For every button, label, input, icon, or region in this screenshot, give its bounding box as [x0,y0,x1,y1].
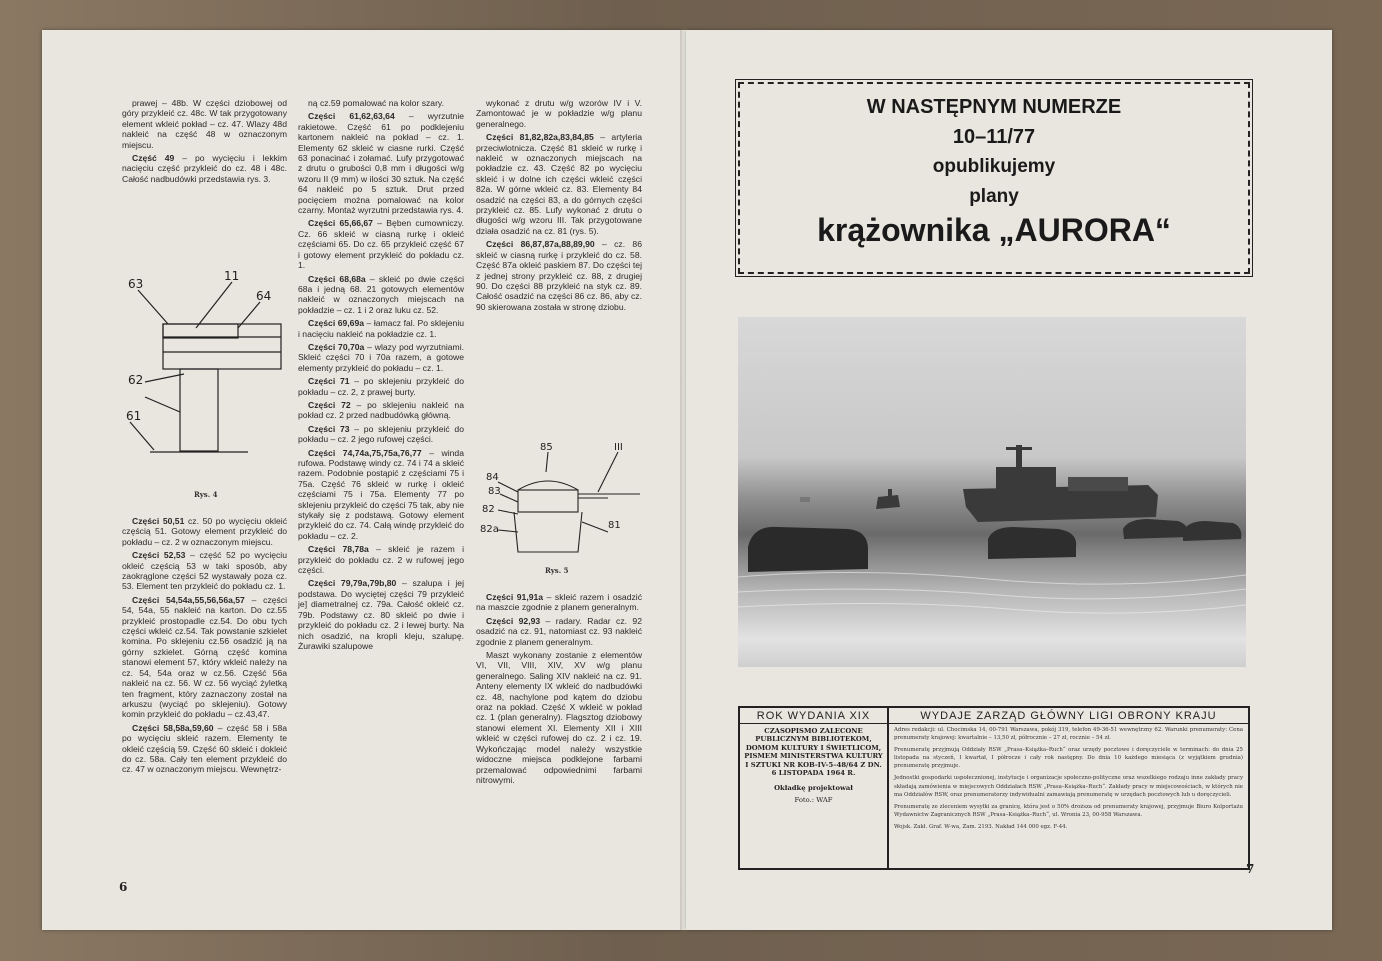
part-title: Część 49 [132,153,175,164]
foreign-subscription-text: Prenumeratę ze zleceniem wysyłki za granicę, która jest o 50% droższa od prenumeraty krajowej, przyjmuje Biuro Kolportażu Wydawnictw Zagranicznych RSW „Prasa–Książka–Ruch“, ul. Wronia 23, 00-958 Warszawa. [894,803,1243,818]
figure-5-label-81: 81 [608,520,621,531]
part-title: Części 81,82,82a,83,84,85 [486,132,594,143]
part-title: Części 50,51 [132,516,185,526]
paragraph-text: – część 58 i 58a po wycięciu skleić razem. Elementy te okleić częścią 59. Część 60 skleić i dokleić do cz. 58a. Cały ten element przykleić do cz. 47 w oznaczonym miejscu. Wewnętrz- [122,722,288,775]
announcement-line-3: opublikujemy [932,156,1056,177]
figure-5-label-84: 84 [486,472,499,483]
paragraph-text: – po sklejeniu nakleić na pokład cz. 2 przed nadbudówką główną. [298,399,464,421]
column-2 [298,98,464,654]
announcement-line-1: W NASTĘPNYM NUMERZE [866,96,1122,118]
paragraph-text: – radary. Radar cz. 92 osadzić na cz. 91, natomiast cz. 93 nakleić zgodnie z planem generalnym. [476,615,642,647]
ship-silhouette [738,317,1246,667]
paragraph-text: – skleić po dwie części 68a i jedną 68. 21 gotowych elementów nakleić w oznaczonych miejscach na pokładzie – cz. 1 i 2 oraz luku cz. 52. [298,273,464,315]
cover-designer-text: Okładkę projektował [774,784,853,793]
paragraph: ną cz.59 pomalować na kolor szary. [308,98,444,108]
publication-info-right [889,708,1248,868]
paragraph [476,132,642,236]
part-title: Części 69,69a [308,318,365,329]
paragraph [298,544,464,575]
paragraph [298,342,464,373]
paragraph-text: – winda rufowa. Podstawę windy cz. 74 i 74 a skleić razem. Podobnie postąpić z częściami 75 i 75a. Część 76 skleić w rurkę i okleić częściami 75 i 75a. Elementy 77 po sklejeniu przykleić do części 75 tak, aby nie stykały się z podstawą. Gotowy element przykleić do cz. 74. Całą windę przykleić do pokładu – cz. 2. [298,447,464,541]
paragraph [298,376,464,397]
part-title: Części 61,62,63,64 [308,111,395,122]
paragraph [298,111,464,215]
figure-4-caption: Rys. 4 [194,490,218,499]
paragraph [122,595,287,720]
figure-4-label-61: 61 [126,409,142,423]
paragraph-text: – wyrzutnie rakietowe. Część 61 po podklejeniu kartonem nakleić na pokład – cz. 1. Elementy 62 skleić w ciasne rurki. Część 63 ponacinać i zołamać. Lufy przygotować z drutu o grubości 0,8 mm i długości w/g wzoru II (9 mm) w ilości 30 sztuk. Na część 64 nakleić po 5 sztuk. Drut przed pocięciem można pomalować na kolor czarny. Montaż wyrzutni przedstawia rys. 4. [298,111,465,216]
subscription-text: Prenumeratę przyjmują Oddziały RSW „Prasa–Książka–Ruch“ oraz urzędy pocztowe i doręczyciele w terminach: do dnia 25 listopada na styczeń, I kwartał, I półrocze i cały rok następny. Do dnia 10 każdego miesiąca (z wyjątkiem grudnia) prenumeratę przyjmuje. [894,747,1243,770]
paragraph [122,153,287,184]
printing-info-text: Wojsk. Zakł. Graf. W-wa, Zam. 2193. Nakład 144 000 egz. F-44. [894,823,1068,830]
paragraph [298,400,464,421]
figure-5-label-83: 83 [488,486,501,497]
paragraph [298,218,464,270]
part-title: Części 72 [308,399,351,410]
paragraph-text: – cz. 86 skleić w ciasną rurkę i przykleić do cz. 58. Część 87a okleić paskiem 87. Do części tej z jednej strony przykleić cz. 88, z drugiej 90. Do części 88 przykleić na styk cz. 89. Całość osadzić na części 86 cz. 86, aby cz. 90 skierowana została w stronę dziobu. [476,239,642,312]
paragraph-text: – skleić je razem i przykleić do pokładu cz. 2 w rufowej jego części. [298,544,465,576]
part-title: Części 68,68a [308,273,366,284]
paragraph-text: – część 52 po wycięciu okleić częścią 53 w taki sposób, aby zaokrąglone części 52 wystawały poza cz. 53. Element ten przykleić do pokładu cz. 1. [122,550,287,592]
right-page [686,30,1332,930]
paragraph: wykonać z drutu w/g wzorów IV i V. Zamontować je w pokładzie w/g planu generalnego. [476,98,642,129]
editorial-address-text: Adres redakcji: ul. Chocimska 14, 00-791 Warszawa, pokój 319, telefon 49-36-51 wewnętrzny 62. Warunki prenumeraty: Cena prenumeraty krajowej: kwartalnie – 13,50 zł, półrocznie – 27 zł, rocznie – 54 zł. [894,727,1243,742]
landing-craft-photo [738,317,1246,667]
paragraph [122,550,287,592]
column-1-lower [122,516,287,778]
column-3 [476,98,642,315]
announcement-title: krążownika „AURORA“ [817,212,1171,248]
recommendation-text: CZASOPISMO ZALECONE PUBLICZNYM BIBLIOTEKOM, DOMOM KULTURY I ŚWIETLICOM, PISMEM MINISTERSTWA KULTURY I SZTUKI NR KOB-IV-5–48/64 Z DN. 6 LISTOPADA 1964 R. [744,727,883,778]
part-title: Części 73 [308,423,350,434]
column-3-lower [476,592,642,788]
paragraph-text: – szalupa i jej podstawa. Do wyciętej części 79 przykleić je] diametralnej cz. 79a. Całość okleić cz. 79b. Podstawy cz. 80 skleić po dwie i przykleić do pokładu cz. 2 i lewej burty. Na nich osadzić, na kropli kleju, szalupę. Żurawiki szalupowe [298,578,464,651]
part-title: Części 54,54a,55,56,56a,57 [132,594,245,605]
paragraph-text: – po sklejeniu przykleić do pokładu – cz. 2, z prawej burty. [298,376,464,397]
part-title: Części 65,66,67 [308,218,373,229]
paragraph [298,448,464,542]
announcement-frame [738,82,1250,274]
publication-year-heading: ROK WYDANIA XIX [740,708,887,724]
announcement-line-2: 10–11/77 [952,126,1036,148]
paragraph [122,723,287,775]
paragraph [298,274,464,316]
publisher-heading: WYDAJE ZARZĄD GŁÓWNY LIGI OBRONY KRAJU [889,708,1248,724]
paragraph [476,239,642,312]
announcement-line-4: plany [969,186,1019,207]
publication-info-box [738,706,1250,870]
left-page [42,30,682,930]
figure-4-diagram [120,262,290,462]
paragraph [122,516,287,547]
paragraph-text: – łamacz fal. Po sklejeniu i nacięciu nakleić na pokładzie cz. 1. [298,318,465,339]
figure-4-label-62: 62 [128,373,144,387]
part-title: Części 78,78a [308,544,369,555]
paragraph-text: – skleić razem i osadzić na maszcie zgodnie z planem generalnym. [476,592,642,613]
part-title: Części 58,58a,59,60 [132,722,214,733]
figure-4-label-64: 64 [256,289,272,303]
figure-4-label-11: 11 [224,269,240,283]
paragraph-text: – po wycięciu i lekkim nacięciu część przykleić do cz. 48 i 48c. Całość nadbudówki przedstawia rys. 3. [122,153,287,184]
part-title: Części 86,87,87a,88,89,90 [486,239,595,250]
photo-credit-text: Foto.: WAF [794,795,833,804]
part-title: Części 52,53 [132,550,186,561]
part-title: Części 91,91a [486,592,544,602]
figure-5-caption: Rys. 5 [545,566,569,575]
figure-5-label-82: 82 [482,504,495,515]
paragraph-text: – artyleria przeciwlotnicza. Część 81 skleić w rurkę i nakleić w oznaczonych miejscach na pokładzie cz. 43. Część 82 po wycięciu skleić i w dolne ich części wkleić części 82a. W górne wkleić cz. 83. Elementy 84 osadzić na części 83, a do górnych części przykleić cz. 85. Lufy wykonać z drutu o długości w/g wzoru III. Tak przygotowane działa osadzić na cz. 81 (rys. 5). [476,132,642,236]
figure-5-label-85: 85 [540,442,553,453]
part-title: Części 74,74a,75,75a,76,77 [308,447,422,458]
page-number-right: 7 [1246,862,1255,876]
figure-5-diagram [478,432,648,572]
paragraph [298,424,464,445]
paragraph-text: – Bęben cumowniczy. Cz. 66 skleić w ciasną rurkę i okleić częściami 65. Do cz. 65 przykleić część 67 i gotowy element przykleić do pokładu cz. 1. [298,218,464,271]
part-title: Części 70,70a [308,341,365,352]
figure-4-label-63: 63 [128,277,144,291]
part-title: Części 79,79a,79b,80 [308,578,397,589]
figure-5-label-iii: III [614,442,623,453]
paragraph [476,616,642,647]
paragraph [298,578,464,651]
paragraph: prawej – 48b. W części dziobowej od góry przykleić cz. 48c. W tak przygotowany element wkleić pokład – cz. 47. Wlazy 48d nakleić na część 48 w oznaczonym miejscu. [122,98,287,150]
paragraph: Maszt wykonany zostanie z elementów VI, VII, VIII, XIV, XV w/g planu generalnego. Saling XIV nakleić na cz. 91. Anteny elementy IX wkleić do nadbudówki cz. 48, nachylone pod kątem do dziobu oraz na pokład. Część X wkleić w pokład cz. 1 (plan generalny). Flagsztog dziobowy stanowi element XI. Elementy XII i XIII wkleić w części rufowej do cz. 2 i cz. 19. Wykończając model należy wszystkie widoczne miejsca podklejone farbami przemalować odpowiednimi farbami nitrowymi. [476,650,642,785]
part-title: Części 71 [308,376,350,387]
institutions-text: Jednostki gospodarki uspołecznionej, instytucje i organizacje społeczno-polityczne oraz wszelkiego rodzaju inne zakłady pracy składają zamówienia w miejscowych Oddziałach RSW „Prasa–Książka–Ruch“. Zakłady pracy w miejscowościach, w których nie ma Oddziałów RSW, oraz prenumeratorzy indywidualni zamawiają prenumeratę w urzędach pocztowych lub u doręczycieli. [894,775,1243,798]
part-title: Części 92,93 [486,615,541,626]
paragraph-text: – części 54, 54a, 55 nakleić na karton. Do cz.55 przykleić prostopadle cz.54. Do obu tych części wkleić cz.54. Tak powstanie szkielet komina. Po sklejeniu cz.56 osadzić ją na górny szkielet. Górną część komina stanowi element 57, który wkleić należy na cz. 54, 54a oraz w cz.56. Część 56a nakleić na cz. 56. W cz. 56 wyciąć żyletką ten fragment, który zaznaczony został na arkuszu (wyciąć po sklejeniu). Gotowy komin przykleić do pokładu – cz.43,47. [122,594,288,720]
page-number-left: 6 [119,880,128,894]
paragraph-text: – wlazy pod wyrzutniami. Skleić części 70 i 70a razem, a gotowe elementy przykleić do pokładu – cz. 1. [298,341,464,373]
column-1 [122,98,287,187]
paragraph [476,592,642,613]
paragraph-text: cz. 50 po wycięciu okleić częścią 51. Gotowy element przykleić do pokładu – cz. 2 w oznaczonym miejscu. [122,516,287,547]
publication-info-left [740,708,889,868]
paragraph-text: – po sklejeniu przykleić do pokładu – cz. 2 jego rufowej części. [298,423,464,445]
paragraph [298,318,464,339]
figure-5-label-82a: 82a [480,524,499,535]
